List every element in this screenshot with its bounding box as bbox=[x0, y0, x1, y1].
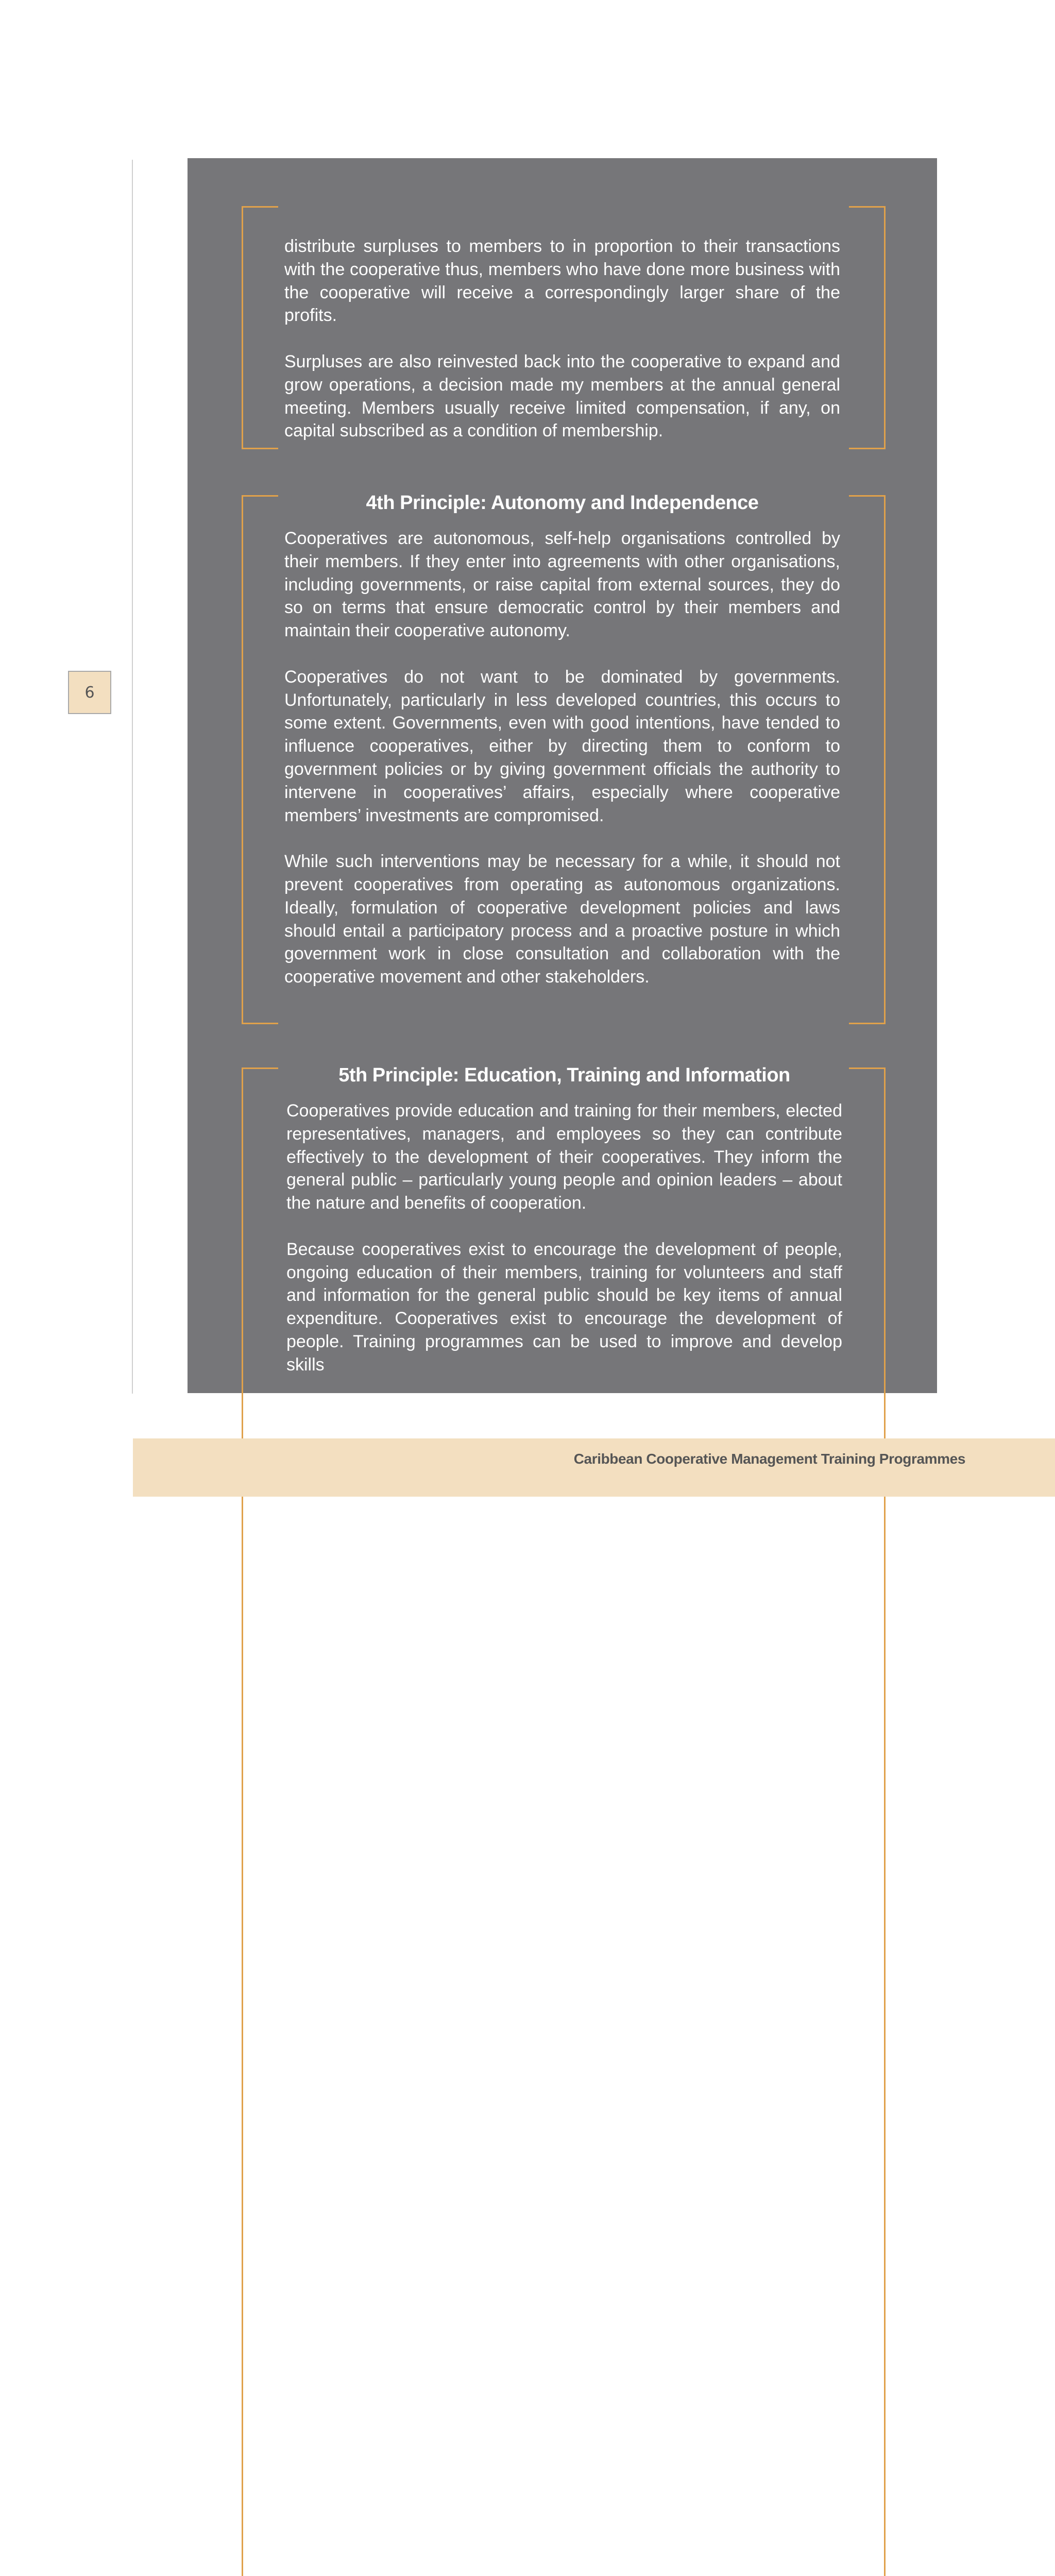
paragraph: While such interventions may be necessary for a while, it should not prevent cooperatives from operating as autonomous organizations. Ideally, formulation of cooperative development policies and laws should entail a participatory process and a proactive posture in which government work in close consultation and collaboration with the cooperative movement and other stakeholders. bbox=[284, 852, 840, 987]
paragraph: Because cooperatives exist to encourage the development of people, ongoing education of their members, training for volunteers and staff and information for the general public should be key items of annual expenditure. Cooperatives exist to encourage the development of people. Training programmes can be used to improve and develop skills bbox=[286, 1239, 842, 1375]
paragraph: Cooperatives are autonomous, self-help organisations controlled by their members. If they enter into agreements with other organisations, including governments, or raise capital from external sources, they do so on terms that ensure democratic control by their members and maintain their cooperative autonomy. bbox=[284, 529, 840, 641]
section-5th-principle bbox=[242, 1064, 886, 1428]
section-surplus-distribution bbox=[242, 206, 886, 449]
paragraph: distribute surpluses to members to in proportion to their transactions with the cooperative thus, members who have done more business with the cooperative will receive a correspondingly larger share of the profits. bbox=[284, 236, 840, 326]
page-number: 6 bbox=[68, 671, 111, 714]
bracket-left bbox=[242, 1067, 278, 2576]
paragraph: Surpluses are also reinvested back into the cooperative to expand and grow operations, a decision made my members at the annual general meeting. Members usually receive limited compensation, if any, on capital subscribed as a condition of membership. bbox=[284, 351, 840, 441]
section-heading: 4th Principle: Autonomy and Independence bbox=[366, 492, 759, 514]
section-heading: 5th Principle: Education, Training and Information bbox=[338, 1064, 790, 1086]
footer-band bbox=[133, 1438, 1055, 1497]
bracket-right bbox=[849, 1067, 886, 2576]
margin-rule bbox=[132, 160, 133, 1394]
footer-title: Caribbean Cooperative Management Training Programmes bbox=[573, 1451, 965, 1467]
content-panel bbox=[188, 158, 937, 1393]
section-4th-principle bbox=[242, 492, 886, 1024]
bracket-right bbox=[849, 206, 886, 449]
section-text bbox=[284, 491, 840, 989]
section-text bbox=[284, 235, 840, 443]
paragraph: Cooperatives do not want to be dominated by governments. Unfortunately, particularly in less developed countries, this occurs to some extent. Governments, even with good intentions, have tended to influence cooperatives, either by directing them to conform to government policies or by giving government officials the authority to intervene in cooperatives’ affairs, especially where cooperative members’ investments are compromised. bbox=[284, 667, 840, 825]
bracket-right bbox=[849, 495, 886, 1024]
section-text bbox=[286, 1063, 842, 1377]
paragraph: Cooperatives provide education and training for their members, elected representatives, managers, and employees so they can contribute effectively to the development of their cooperatives. They inform the general public – particularly young people and opinion leaders – about the nature and benefits of cooperation. bbox=[286, 1101, 842, 1213]
bracket-left bbox=[242, 495, 278, 1024]
bracket-left bbox=[242, 206, 278, 449]
